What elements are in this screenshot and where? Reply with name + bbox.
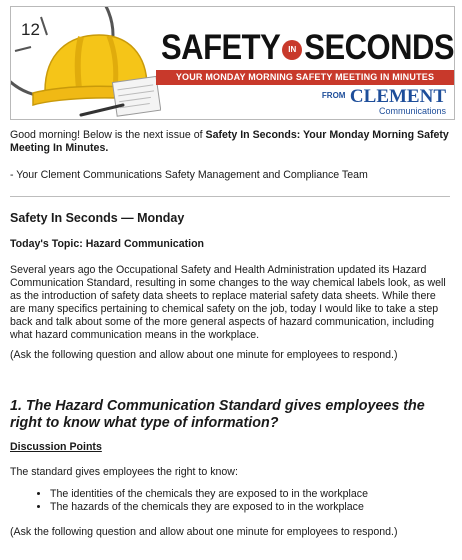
- list-item: • The hazards of the chemicals they are exposed to in the workplace: [50, 501, 368, 514]
- issue-heading: Safety In Seconds — Monday: [10, 211, 185, 225]
- clock-number: 12: [21, 20, 40, 39]
- brand-from: FROM: [321, 91, 346, 100]
- discussion-points-label: Discussion Points: [10, 441, 102, 453]
- list-item: • The identities of the chemicals they are exposed to in the workplace: [50, 488, 368, 501]
- clock-hardhat-illustration: [11, 7, 161, 119]
- banner-title-right: SECONDS: [304, 27, 455, 68]
- clement-logo: [322, 87, 446, 116]
- banner-title-in: IN: [282, 40, 302, 60]
- brand-sub: Communications: [378, 106, 446, 116]
- banner-title: [161, 27, 453, 71]
- team-signature: - Your Clement Communications Safety Management and Compliance Team: [10, 169, 368, 181]
- brand-name: CLEMENT: [349, 86, 446, 107]
- intro-paragraph: Several years ago the Occupational Safety and Health Administration updated its Hazard Communication Standard, resulting in some changes to the way chemical labels look, as well as the introduction of safety data sheets to replace material safety data sheets. While there are many specifics pertaining to chemical safety on the job, today I would like to take a step back and talk about some of the more general aspects of hazard communication, including what hazard communication means in the workplace.: [10, 264, 446, 341]
- section-divider: [10, 196, 450, 197]
- instruction-text-2: (Ask the following question and allow about one minute for employees to respond.): [10, 526, 398, 538]
- topic-heading: Today's Topic: Hazard Communication: [10, 238, 205, 250]
- greeting-text: Good morning! Below is the next issue of: [10, 129, 206, 141]
- greeting-paragraph: [10, 129, 450, 155]
- safety-in-seconds-banner: [10, 6, 455, 120]
- newsletter-name: Safety In Seconds: Your Monday Morning Safety Meeting In Minutes.: [10, 129, 449, 154]
- instruction-text: (Ask the following question and allow about one minute for employees to respond.): [10, 349, 398, 361]
- discussion-intro: The standard gives employees the right to know:: [10, 466, 238, 478]
- banner-title-left: SAFETY: [161, 27, 281, 68]
- banner-tagline: YOUR MONDAY MORNING SAFETY MEETING IN MINUTES: [156, 70, 454, 85]
- discussion-bullets: [30, 488, 368, 514]
- question-title: 1. The Hazard Communication Standard gives employees the right to know what type of information?: [10, 398, 425, 431]
